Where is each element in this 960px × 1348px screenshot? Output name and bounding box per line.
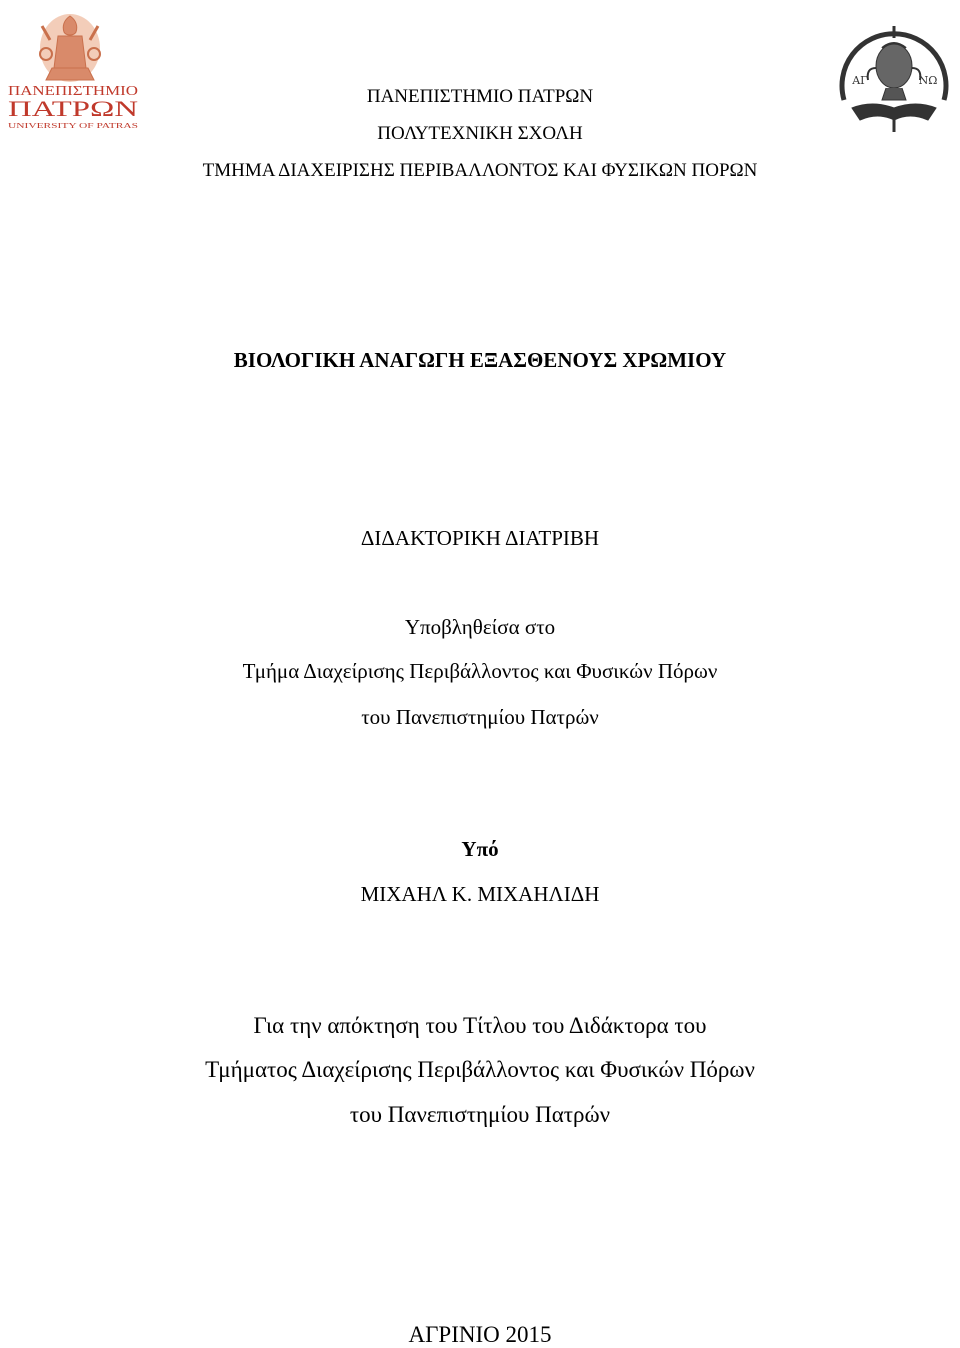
author-name: ΜΙΧΑΗΛ Κ. ΜΙΧΑΗΛΙΔΗ bbox=[360, 882, 600, 906]
department-name: ΤΜΗΜΑ ΔΙΑΧΕΙΡΙΣΗΣ ΠΕΡΙΒΑΛΛΟΝΤΟΣ ΚΑΙ ΦΥΣΙΚΩΝ ΠΟΡΩΝ bbox=[202, 160, 758, 181]
author-by-label: Υπό bbox=[461, 837, 499, 861]
university-of-patras-logo bbox=[6, 6, 140, 130]
logo-city-name: ΠΑΤΡΩΝ bbox=[8, 96, 139, 121]
logo-university-name: ΠΑΝΕΠΙΣΤΗΜΙΟ bbox=[8, 84, 138, 99]
purpose-line-3: του Πανεπιστημίου Πατρών bbox=[349, 1102, 611, 1127]
purpose-line-1: Για την απόκτηση του Τίτλου του Διδάκτορα του bbox=[253, 1013, 707, 1038]
submission-line-3: του Πανεπιστημίου Πατρών bbox=[361, 705, 599, 729]
submission-line-1: Υποβληθείσα στο bbox=[404, 615, 556, 639]
department-seal-logo bbox=[832, 8, 956, 134]
thesis-type: ΔΙΔΑΚΤΟΡΙΚΗ ΔΙΑΤΡΙΒΗ bbox=[360, 526, 600, 550]
school-name: ΠΟΛΥΤΕΧΝΙΚΗ ΣΧΟΛΗ bbox=[377, 123, 583, 144]
athena-emblem-icon bbox=[40, 14, 100, 82]
seal-mark-right: ΝΩ bbox=[918, 74, 938, 87]
place-and-year: ΑΓΡΙΝΙΟ 2015 bbox=[408, 1322, 552, 1347]
submission-line-2: Τμήμα Διαχείρισης Περιβάλλοντος και Φυσικών Πόρων bbox=[242, 659, 718, 683]
seal-mark-left: ΑΓ bbox=[852, 74, 868, 87]
logo-english-name: UNIVERSITY OF PATRAS bbox=[8, 122, 139, 130]
purpose-line-2: Τμήματος Διαχείρισης Περιβάλλοντος και Φυσικών Πόρων bbox=[205, 1057, 755, 1082]
university-name: ΠΑΝΕΠΙΣΤΗΜΙΟ ΠΑΤΡΩΝ bbox=[366, 86, 594, 107]
thesis-title: ΒΙΟΛΟΓΙΚΗ ΑΝΑΓΩΓΗ ΕΞΑΣΘΕΝΟΥΣ ΧΡΩΜΙΟΥ bbox=[233, 348, 727, 372]
